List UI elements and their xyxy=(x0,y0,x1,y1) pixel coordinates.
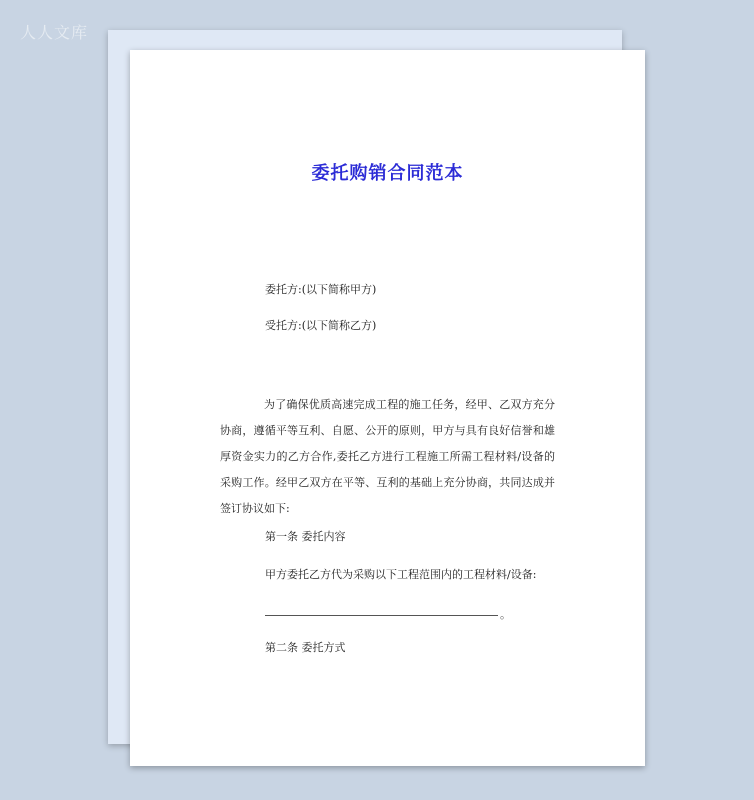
fill-in-blank xyxy=(265,608,511,622)
article-1-body: 甲方委托乙方代为采购以下工程范围内的工程材料/设备: xyxy=(265,568,537,581)
article-1-title: 第一条 委托内容 xyxy=(265,530,346,543)
document-page xyxy=(130,50,645,766)
document-title: 委托购销合同范本 xyxy=(311,163,464,184)
blank-terminator: 。 xyxy=(500,608,511,621)
intro-paragraph: 为了确保优质高速完成工程的施工任务，经甲、乙双方充分协商，遵循平等互利、自愿、公开的原则，甲方与具有良好信誉和雄厚资金实力的乙方合作,委托乙方进行工程施工所需工程材料/设备的采购工作。经甲乙双方在平等、互利的基础上充分协商，共同达成并签订协议如下: xyxy=(220,398,555,515)
party-a-line: 委托方:(以下简称甲方) xyxy=(265,283,377,296)
party-b-line: 受托方:(以下简称乙方) xyxy=(265,319,377,332)
watermark: 人人文库 xyxy=(20,23,89,42)
blank-underline xyxy=(265,615,498,616)
article-2-title: 第二条 委托方式 xyxy=(265,641,346,654)
